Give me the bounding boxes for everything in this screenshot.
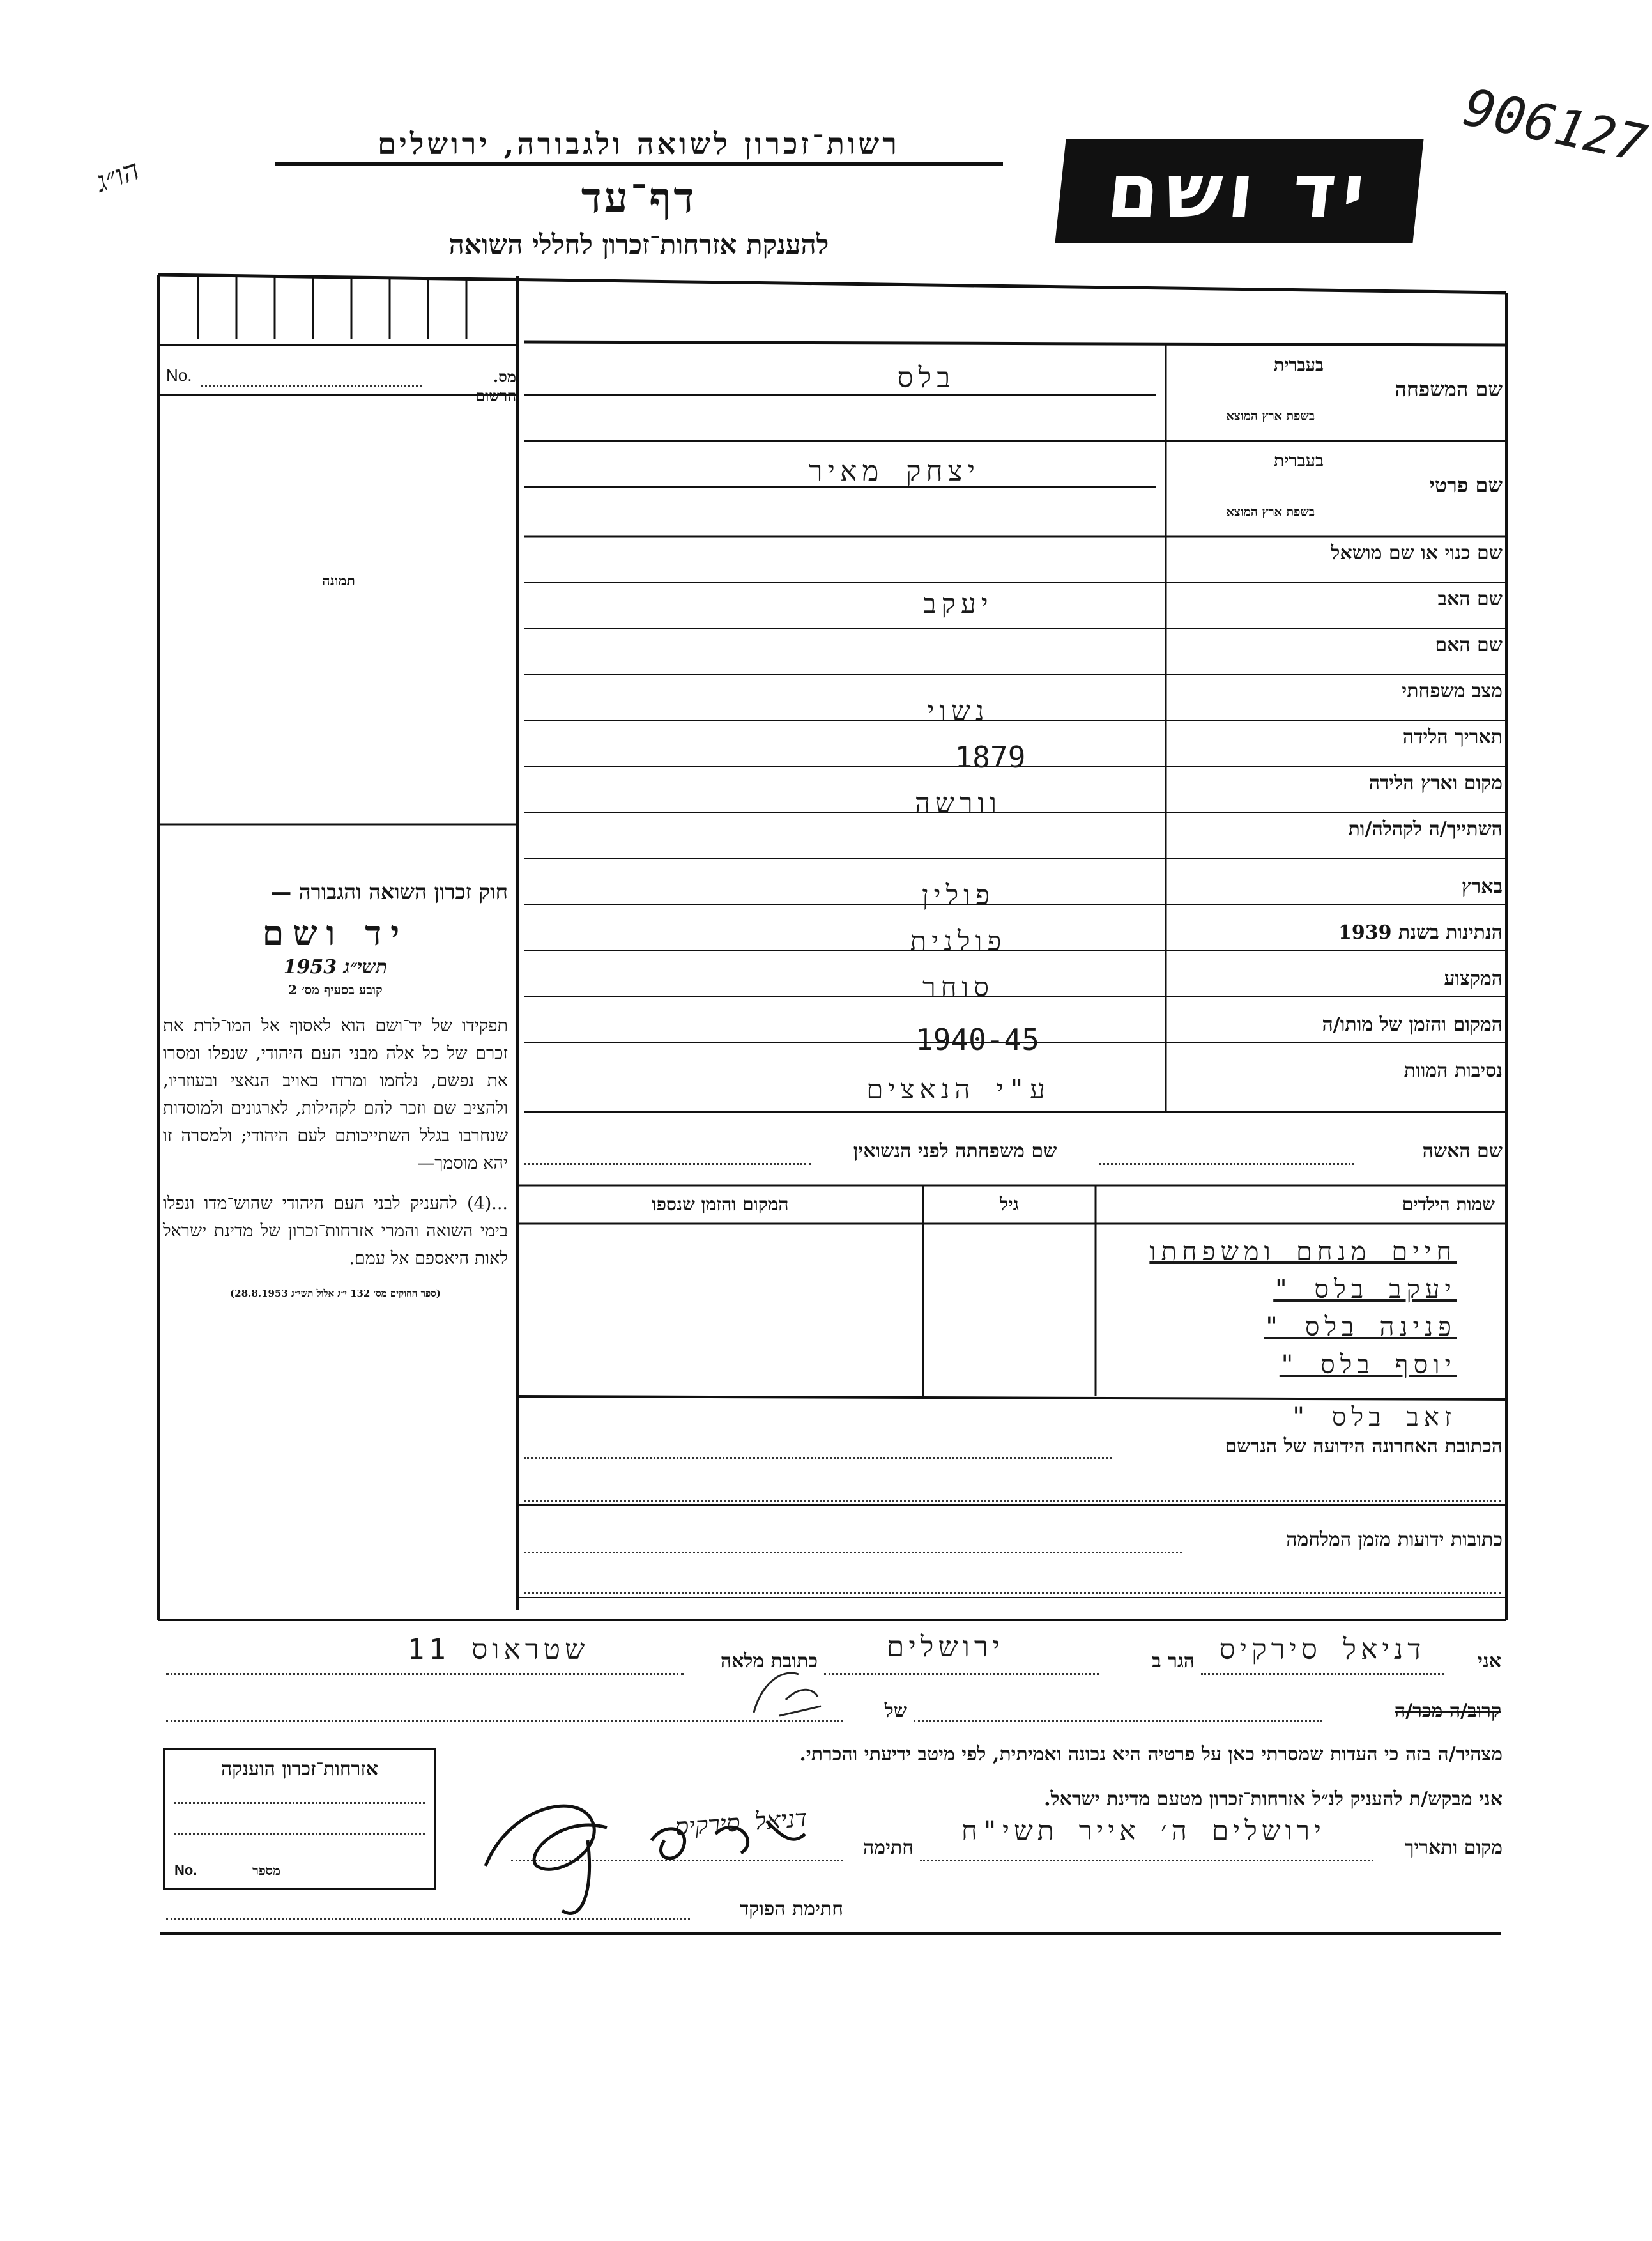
registration-number-field[interactable] <box>201 378 422 387</box>
citizenship-box-title: אזרחות־זכרון הוענקה <box>220 1758 379 1780</box>
profession-label: המקצוע <box>1444 967 1503 990</box>
place-date-field[interactable] <box>920 1856 1373 1861</box>
last-address-field[interactable] <box>524 1452 1112 1459</box>
registration-no-label: No. <box>166 366 192 385</box>
wife-name-label: שם האשה <box>1422 1140 1503 1162</box>
photo-label: תמונה <box>322 573 355 589</box>
declaration-i-label: אני <box>1478 1650 1501 1672</box>
family-name-label: שם המשפחה <box>1395 377 1503 401</box>
law-clause: קובע בסעיף מס׳ 2 <box>288 982 383 997</box>
law-paragraph-1: תפקידו של יד־ושם הוא לאסוף אל המו־לדת את זכרם של כל אלה מבני העם היהודי, שנפלו ומסרו את נפשם, נלחמו ומרדו באויב הנאצי ובעוזריו, ולהציב שם וזכר להם לקהילות, לארגונים ולמוסדות שנחרבו בגלל השתייכותם לעם היהודי; ולמסרה זו יהא מוסמך— <box>163 1016 508 1173</box>
marital-status-value: נשוי <box>927 695 990 727</box>
margin-note-left: הו״ג <box>91 153 144 199</box>
law-year: תשי״ג 1953 <box>283 956 388 978</box>
birthplace-label: מקום וארץ הלידה <box>1368 772 1503 794</box>
statement-1: מצהיר/ה בזה כי העדות שמסרתי כאן על פרטיה היא נכונה ואמיתית, לפי מיטב ידיעתי והכרתי. <box>799 1743 1503 1766</box>
father-name-label: שם האב <box>1437 588 1503 610</box>
registration-label: מס. הרשום <box>475 367 516 405</box>
declarant-name-value: דניאל סירקיס <box>1219 1633 1426 1666</box>
profession-value: סוחר <box>922 971 995 1003</box>
first-name-value: יצחק מאיר <box>808 455 981 488</box>
first-name-hebrew-sublabel: בעברית <box>1273 451 1324 471</box>
wartime-address-label: כתובות ידועות מזמן המלחמה <box>1286 1529 1503 1551</box>
nationality-1939-value: פולנית <box>910 925 1007 957</box>
address-label: כתובת מלאה <box>720 1650 818 1672</box>
child-row-5: זאב בלס " <box>1290 1403 1457 1432</box>
child-row-1: חיים מנחם ומשפחתו <box>1149 1237 1457 1267</box>
city-field[interactable] <box>824 1669 1099 1675</box>
birthplace-value: וורשה <box>914 787 1002 819</box>
address-value: שטראוס 11 <box>407 1633 590 1666</box>
resides-label: הגר ב <box>1152 1650 1195 1672</box>
mother-name-label: שם האם <box>1435 634 1503 656</box>
officer-signature-label: חתימת הפוקד <box>739 1898 843 1920</box>
death-circumstances-label: נסיבות המוות <box>1403 1059 1503 1082</box>
logo-text: יד ושם <box>1103 148 1375 235</box>
officer-signature-field[interactable] <box>166 1914 690 1920</box>
country-value: פולין <box>921 879 995 911</box>
family-name-hebrew-sublabel: בעברית <box>1273 355 1324 375</box>
wartime-address-field-2[interactable] <box>524 1587 1501 1594</box>
family-name-origin-sublabel: בשפת ארץ המוצא <box>1226 409 1315 423</box>
law-paragraph-2: ...(4) להעניק לבני העם היהודי שהוש־מדו ונפלו בימי השואה והמרי אזרחות־זכרון של מדינת ישראל לאות היאספם אל עמם. <box>163 1194 508 1268</box>
address-field[interactable] <box>166 1669 684 1675</box>
margin-note-right: 906127 <box>1458 77 1652 174</box>
birth-date-label: תאריך הלידה <box>1402 726 1503 748</box>
family-name-value: בלס <box>897 362 956 394</box>
children-place-header: המקום והזמן שנספו <box>652 1194 789 1215</box>
last-address-label: הכתובת האחרונה הידועה של הנרשם <box>1225 1435 1503 1458</box>
citizenship-number-label: מספר <box>252 1863 280 1878</box>
citizenship-line-1[interactable] <box>174 1799 425 1804</box>
wife-name-field[interactable] <box>1099 1158 1354 1165</box>
relative-scribble <box>741 1661 830 1725</box>
law-citation: (ספר החוקים מס׳ 132 י״ג אלול תשי״ג 28.8.1953) <box>230 1288 441 1299</box>
bottom-border <box>160 1932 1501 1935</box>
citizenship-line-2[interactable] <box>174 1831 425 1835</box>
relative-field[interactable] <box>914 1716 1322 1722</box>
death-place-time-label: המקום והזמן של מותו/ה <box>1322 1013 1503 1036</box>
child-row-4: יוסף בלס " <box>1279 1350 1457 1380</box>
wartime-address-field[interactable] <box>524 1546 1182 1553</box>
city-value: ירושלים <box>886 1631 1005 1663</box>
citizenship-no-label: No. <box>174 1862 197 1878</box>
law-name: יד ושם <box>262 913 409 953</box>
citizenship-granted-box <box>163 1748 436 1890</box>
law-title: חוק זכרון השואה והגבורה — <box>270 879 508 904</box>
child-row-2: יעקב בלס " <box>1273 1275 1457 1304</box>
signature-label: חתימה <box>863 1837 914 1859</box>
death-circumstances-value: ע"י הנאצים <box>866 1074 1050 1105</box>
first-name-origin-sublabel: בשפת ארץ המוצא <box>1226 505 1315 519</box>
community-label: השתייך/ה לקהלה/ות <box>1348 818 1503 840</box>
nationality-1939-label: הנתינות בשנת 1939 <box>1338 921 1503 944</box>
place-date-value: ירושלים ה׳ אייר תשי"ח <box>961 1815 1326 1846</box>
children-names-header: שמות הילדים <box>1402 1194 1495 1215</box>
place-date-label: מקום ותאריך <box>1404 1837 1503 1859</box>
last-address-field-2[interactable] <box>524 1495 1501 1502</box>
father-name-value: יעקב <box>923 588 993 619</box>
child-row-3: פנינה בלס " <box>1264 1313 1457 1342</box>
wife-maiden-name-label: שם משפחתה לפני הנשואין <box>853 1140 1057 1162</box>
wife-maiden-name-field[interactable] <box>524 1158 811 1165</box>
death-place-time-value: 1940-45 <box>915 1022 1039 1057</box>
marital-status-label: מצב משפחתי <box>1402 680 1503 702</box>
first-name-label: שם פרטי <box>1429 473 1503 497</box>
nickname-label: שם כנוי או שם מושאל <box>1331 542 1503 564</box>
country-label: בארץ <box>1461 875 1503 898</box>
form-subtitle: להענקת אזרחות־זכרון לחללי השואה <box>448 229 829 260</box>
relative-label: קרוב/ה מכר/ה <box>1395 1700 1501 1722</box>
signature-text: דניאל סירקיס <box>673 1803 809 1842</box>
of-label: של <box>884 1700 907 1722</box>
declarant-name-field[interactable] <box>1201 1669 1444 1675</box>
statement-2: אני מבקש/ת להעניק לנ״ל אזרחות־זכרון מטעם מדינת ישראל. <box>1044 1788 1503 1810</box>
children-age-header: גיל <box>1000 1194 1019 1215</box>
form-title: דף־עד <box>581 173 697 222</box>
birth-date-value: 1879 <box>954 740 1026 774</box>
law-box <box>163 879 508 1300</box>
authority-title: רשות־זכרון לשואה ולגבורה, ירושלים <box>275 127 1003 166</box>
